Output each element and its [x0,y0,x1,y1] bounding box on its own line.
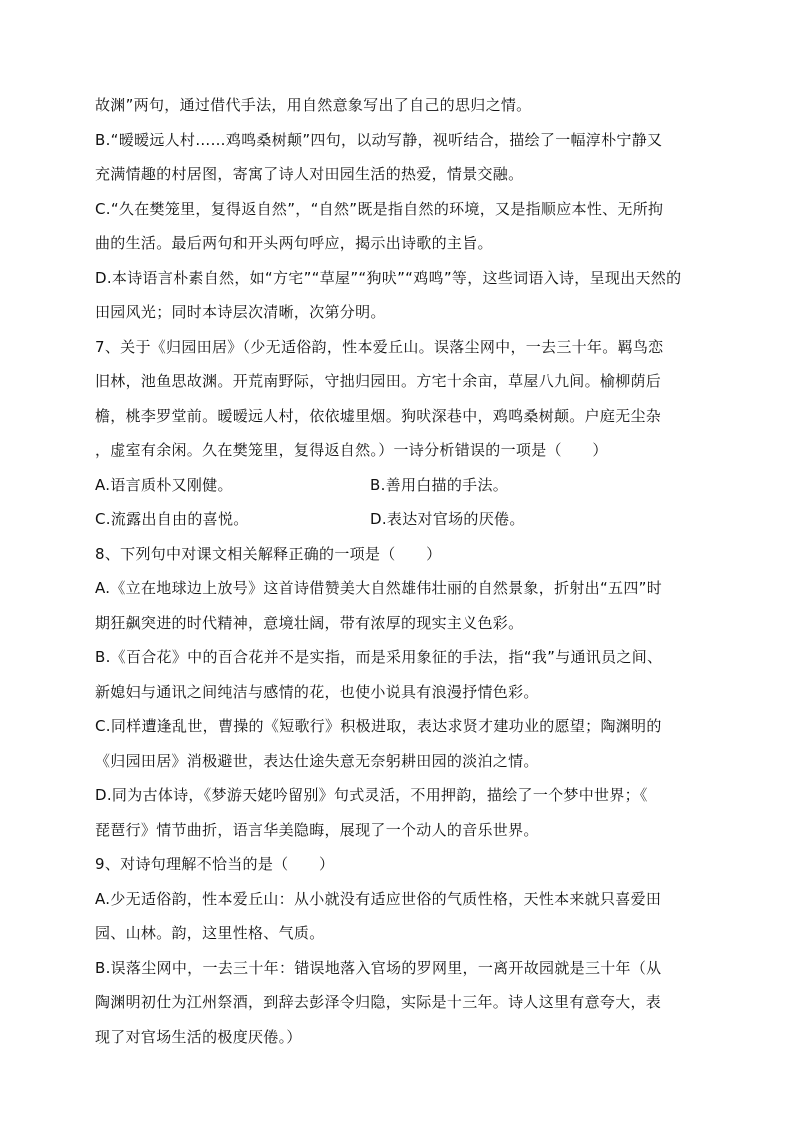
text-line: D.本诗语言朴素自然，如“方宅”“草屋”“狗吠”“鸡鸣”等，这些词语入诗，呈现出天然的 [95,268,682,287]
text-line: 曲的生活。最后两句和开头两句呼应，揭示出诗歌的主旨。 [95,234,493,252]
text-line: 新媳妇与通讯之间纯洁与感情的花，也使小说具有浪漫抒情色彩。 [95,682,539,701]
text-line: 充满情趣的村居图，寄寓了诗人对田园生活的热爱，情景交融。 [95,165,524,183]
text-line: 园、山林。韵，这里性格、气质。 [95,924,325,942]
text-line: 《归园田居》消极避世，表达仕途失意无奈躬耕田园的淡泊之情。 [95,751,539,770]
text-line: 期狂飙突进的时代精神，意境壮阔，带有浓厚的现实主义色彩。 [95,613,524,632]
text-line: C.同样遭逢乱世，曹操的《短歌行》积极进取，表达求贤才建功业的愿望；陶渊明的 [95,717,662,735]
q7-options-row [95,468,697,503]
text-line: 琵琶行》情节曲折，语言华美隐晦，展现了一个动人的音乐世界。 [95,820,539,839]
text-line: A.少无适俗韵，性本爱丘山：从小就没有适应世俗的气质性格，天性本来就只喜爱田 [95,889,662,908]
text-line: B.“暧暧远人村……鸡鸣桑树颠”四句，以动写静，视听结合，描绘了一幅淳朴宁静又 [95,130,663,149]
question-8-stem: 8、下列句中对课文相关解释正确的一项是（ ） [95,544,442,563]
q7-option-d: D.表达对官场的厌倦。 [370,510,525,528]
question-9-stem: 9、对诗句理解不恰当的是（ ） [95,855,335,873]
q7-option-b: B.善用白描的手法。 [370,475,509,494]
text-line: 旧林，池鱼思故渊。开荒南野际，守拙归园田。方宅十余亩，草屋八九间。榆柳荫后 [95,372,662,390]
q7-option-c: C.流露出自由的喜悦。 [95,510,249,528]
text-line: B.《百合花》中的百合花并不是实指，而是采用象征的手法，指“我”与通讯员之间、 [95,648,663,666]
text-line: 陶渊明初仕为江州祭酒，到辞去彭泽令归隐，实际是十三年。诗人这里有意夸大，表 [95,993,662,1011]
text-line: 田园风光；同时本诗层次清晰，次第分明。 [95,303,386,321]
text-line: D.同为古体诗，《梦游天姥吟留别》句式灵活，不用押韵，描绘了一个梦中世界；《 [95,786,648,804]
document-page [95,88,697,1054]
text-line: ，虚室有余闲。久在樊笼里，复得返自然。）一诗分析错误的一项是（ ） [95,441,608,459]
text-line: 现了对官场生活的极度厌倦。） [95,1027,302,1046]
q7-options-row [95,502,697,537]
text-line: A.《立在地球边上放号》这首诗借赞美大自然雄伟壮丽的自然景象，折射出“五四”时 [95,579,663,597]
text-line: 檐，桃李罗堂前。暧暧远人村，依依墟里烟。狗吠深巷中，鸡鸣桑树颠。户庭无尘杂 [95,406,662,425]
q7-option-a: A.语言质朴又刚健。 [95,475,233,494]
question-7-stem: 7、关于《归园田居》（少无适俗韵，性本爱丘山。误落尘网中，一去三十年。羁鸟恋 [95,337,664,356]
text-line: B.误落尘网中，一去三十年：错误地落入官场的罗网里，一离开故园就是三十年（从 [95,958,662,977]
text-line: 故渊”两句，通过借代手法，用自然意象写出了自己的思归之情。 [95,96,532,114]
text-line: C.“久在樊笼里，复得返自然”，“自然”既是指自然的环境，又是指顺应本性、无所拘 [95,199,664,218]
